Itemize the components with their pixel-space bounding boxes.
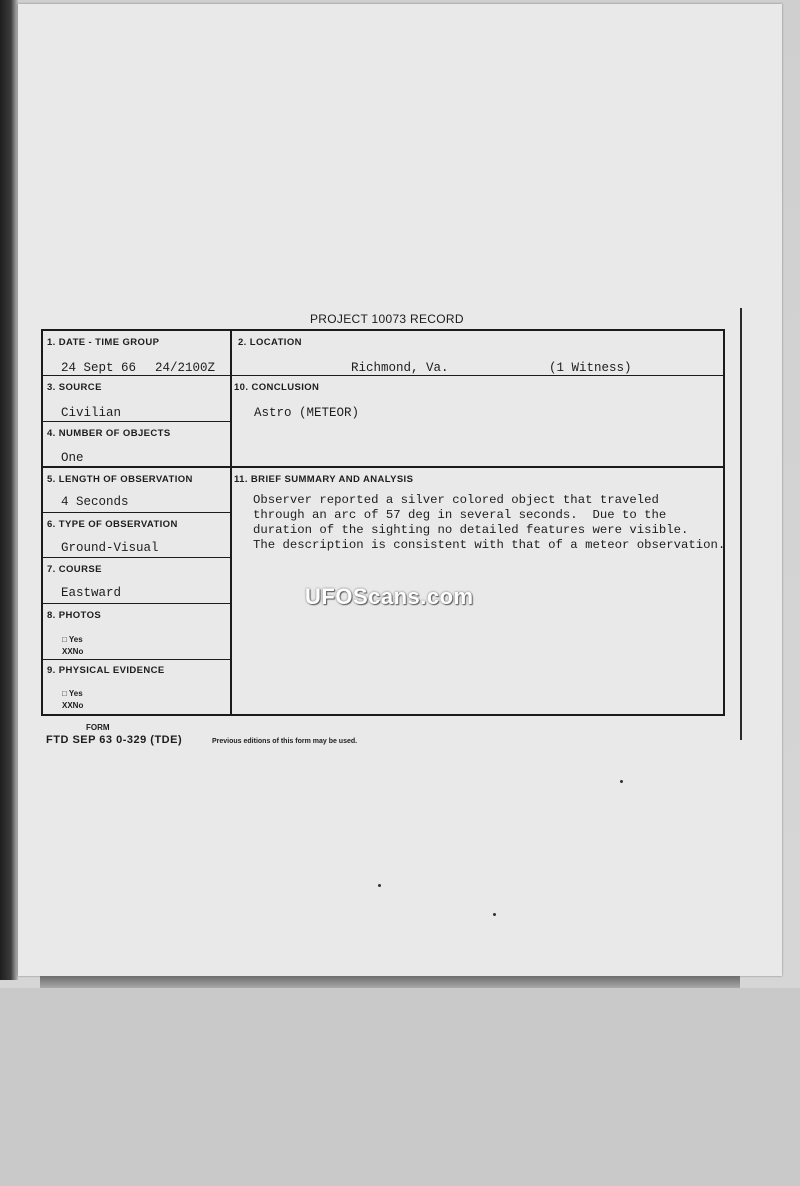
column-divider: [230, 331, 232, 716]
row-line: [43, 466, 723, 468]
watermark: UFOScans.com: [305, 584, 474, 609]
evidence-yes-option: □ Yes: [62, 689, 83, 698]
row-line: [232, 375, 723, 376]
summary-label: 11. BRIEF SUMMARY AND ANALYSIS: [234, 474, 414, 485]
photos-label: 8. PHOTOS: [47, 610, 102, 621]
footer-note: Previous editions of this form may be used.: [212, 738, 358, 745]
lower-background: [0, 988, 800, 1186]
length-observation-value: 4 Seconds: [61, 495, 129, 509]
row-line: [43, 557, 230, 558]
row-line: [43, 375, 230, 376]
time-value: 24/2100Z: [155, 361, 216, 375]
evidence-no-option: XXNo: [62, 701, 84, 710]
location-label: 2. LOCATION: [238, 337, 302, 348]
course-value: Eastward: [61, 586, 122, 600]
date-value: 24 Sept 66: [61, 361, 137, 375]
photos-no-option: XXNo: [62, 647, 84, 656]
summary-text: Observer reported a silver colored object that traveled through an arc of 57 deg in several seconds. Due to the duration of the sighting no detailed features were visible. The description is consistent with that of a meteor observation.: [253, 493, 726, 552]
lower-shadow-strip: [40, 976, 740, 988]
location-value: Richmond, Va.: [351, 361, 449, 375]
scan-speck: [620, 780, 623, 783]
row-line: [43, 421, 230, 422]
conclusion-label: 10. CONCLUSION: [234, 382, 320, 393]
row-line: [43, 603, 230, 604]
footer-form-word: FORM: [86, 723, 110, 732]
source-value: Civilian: [61, 406, 122, 420]
photos-yes-option: □ Yes: [62, 635, 83, 644]
number-objects-label: 4. NUMBER OF OBJECTS: [47, 428, 171, 439]
scan-speck: [378, 884, 381, 887]
footer-form-code: FTD SEP 63 0-329 (TDE): [46, 734, 183, 746]
form-title: PROJECT 10073 RECORD: [310, 312, 464, 326]
scan-left-edge: [0, 0, 18, 980]
row-line: [43, 659, 230, 660]
type-observation-value: Ground-Visual: [61, 541, 159, 555]
row-line: [43, 512, 230, 513]
physical-evidence-label: 9. PHYSICAL EVIDENCE: [47, 665, 165, 676]
record-form: [41, 329, 725, 716]
conclusion-value: Astro (METEOR): [254, 406, 360, 420]
course-label: 7. COURSE: [47, 564, 102, 575]
scan-speck: [493, 913, 496, 916]
length-observation-label: 5. LENGTH OF OBSERVATION: [47, 474, 193, 485]
witness-value: (1 Witness): [549, 361, 632, 375]
page-edge-line: [740, 308, 742, 740]
source-label: 3. SOURCE: [47, 382, 102, 393]
date-time-label: 1. DATE - TIME GROUP: [47, 337, 160, 348]
type-observation-label: 6. TYPE OF OBSERVATION: [47, 519, 178, 530]
number-objects-value: One: [61, 451, 84, 465]
